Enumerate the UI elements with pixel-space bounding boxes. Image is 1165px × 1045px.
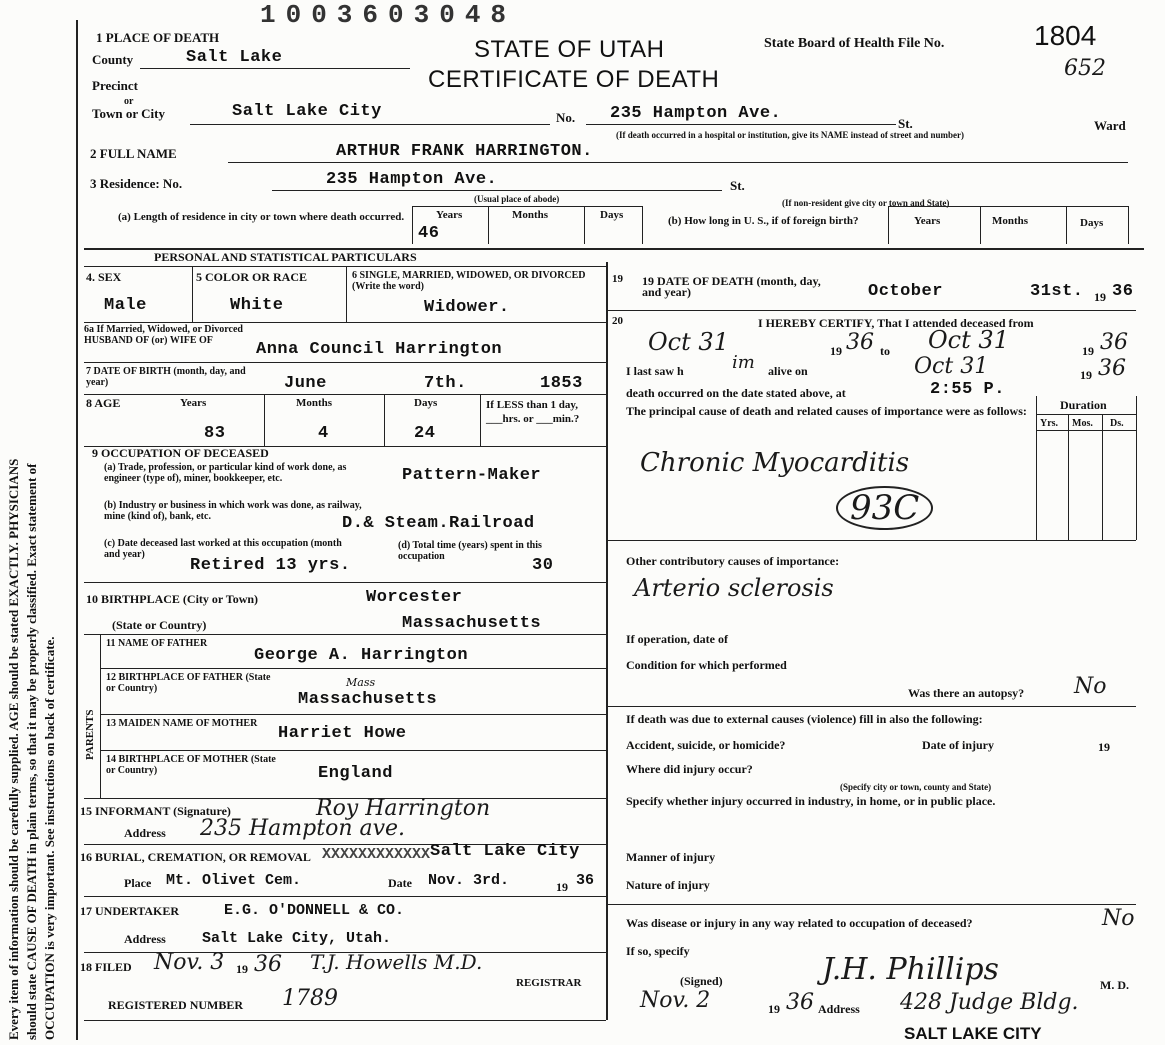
father-label: 11 NAME OF FATHER (106, 638, 208, 649)
side-instructions-1: Every item of information should be carefully supplied. AGE should be stated EXACTLY. PHYSICIANS (6, 458, 21, 1040)
attended-to-date: Oct 31 (928, 326, 1009, 354)
signed-label: (Signed) (680, 974, 723, 988)
injury-year-prefix: 19 (1098, 740, 1110, 754)
color-value: White (230, 296, 284, 315)
age-months-label: Months (296, 397, 333, 409)
autopsy-label: Was there an autopsy? (908, 686, 1025, 700)
occupation-d-label: (d) Total time (years) spent in this occupation (398, 540, 542, 562)
color-label: 5 COLOR OR RACE (196, 270, 308, 284)
occupation-b-value: D.& Steam.Railroad (342, 514, 535, 533)
father-value: George A. Harrington (254, 646, 469, 665)
cause-code: 93C (836, 486, 933, 530)
burial-city: Salt Lake City (430, 842, 580, 861)
dob-month: June (284, 374, 327, 393)
parents-side-label: PARENTS (84, 709, 96, 760)
certify-num: 20 (612, 315, 623, 327)
usual-abode-note: (Usual place of abode) (474, 194, 560, 204)
burial-year: 36 (576, 872, 595, 889)
street-address: 235 Hampton Ave. (610, 104, 782, 123)
title-state: STATE OF UTAH (474, 36, 665, 63)
file-serial: 1003603048 (260, 0, 517, 30)
ward-label: Ward (1094, 118, 1126, 133)
town-value: Salt Lake City (232, 102, 382, 121)
board-file-number: 1804 (1034, 20, 1097, 51)
occupation-related-label: Was disease or injury in any way related to occupation of deceased? (626, 916, 973, 930)
left-border (76, 20, 78, 1040)
or-label: or (124, 96, 134, 107)
filed-label: 18 FILED (80, 960, 132, 974)
burial-place: Mt. Olivet Cem. (166, 872, 302, 889)
nature-injury-label: Nature of injury (626, 878, 710, 892)
certify-text: I HEREBY CERTIFY, That I attended deceased from (758, 316, 1034, 330)
nonresident-note: (If non-resident give city or town and State) (782, 198, 950, 208)
filed-date: Nov. 3 (154, 950, 225, 975)
board-file-label: State Board of Health File No. (764, 36, 945, 51)
occupation-related-value: No (1102, 906, 1135, 931)
principal-cause: Chronic Myocarditis (640, 448, 910, 478)
burial-struck: XXXXXXXXXXXX (322, 846, 431, 863)
physician-signature: J.H. Phillips (822, 952, 999, 987)
physician-address-label: Address (818, 1002, 860, 1016)
occupation-b-label: (b) Industry or business in which work was done, as railway, mine (kind of), bank, etc. (104, 500, 362, 522)
precinct-label: Precinct (92, 78, 138, 93)
place-of-death-label: 1 PLACE OF DEATH (96, 30, 220, 45)
duration-mos: Mos. (1072, 418, 1093, 429)
sex-value: Male (104, 296, 147, 315)
county-label: County (92, 52, 134, 67)
mother-birthplace-label: 14 BIRTHPLACE OF MOTHER (State or Country) (106, 754, 276, 776)
residence-value: 235 Hampton Ave. (326, 170, 498, 189)
if-so-label: If so, specify (626, 944, 690, 958)
length-residence-label: (a) Length of residence in city or town where death occurred. (118, 211, 405, 223)
age-days-label: Days (414, 397, 438, 409)
md-label: M. D. (1100, 978, 1129, 992)
death-occurred-label: death occurred on the date stated above, at (626, 386, 846, 400)
specify-injury-label: Specify whether injury occurred in industry, in home, or in public place. (626, 794, 996, 808)
res-years-label: Years (436, 209, 463, 221)
last-saw-value: im (732, 352, 755, 373)
res-months-label: Months (512, 209, 549, 221)
age-days-value: 24 (414, 424, 436, 443)
us-months-label: Months (992, 215, 1029, 227)
age-months-value: 4 (318, 424, 329, 443)
undertaker-address: Salt Lake City, Utah. (202, 930, 392, 947)
us-days-label: Days (1080, 217, 1104, 229)
birthplace-state-label: (State or Country) (112, 618, 207, 632)
undertaker-address-label: Address (124, 932, 166, 946)
occupation-label: 9 OCCUPATION OF DECEASED (92, 446, 269, 460)
residence-st-label: St. (730, 178, 745, 193)
less-than-day-label: If LESS than 1 day, ___hrs. or ___min.? (486, 399, 580, 425)
personal-header: PERSONAL AND STATISTICAL PARTICULARS (154, 250, 417, 264)
where-injury-label: Where did injury occur? (626, 762, 753, 776)
st-label: St. (898, 116, 913, 131)
death-day: 31st. (1030, 282, 1084, 301)
duration-yrs: Yrs. (1040, 418, 1059, 429)
marital-value: Widower. (424, 298, 510, 317)
condition-label: Condition for which performed (626, 658, 787, 672)
age-label: 8 AGE (86, 396, 121, 410)
registered-number-label: REGISTERED NUMBER (108, 998, 244, 1012)
registered-number: 1789 (282, 986, 338, 1011)
side-instructions-3: OCCUPATION is very important. See instructions on back of certificate. (42, 636, 57, 1040)
birthplace-label: 10 BIRTHPLACE (City or Town) (86, 592, 259, 606)
from-year-prefix: 19 (830, 344, 842, 358)
father-birthplace-value: Massachusetts (298, 690, 438, 709)
title-certificate: CERTIFICATE OF DEATH (428, 66, 720, 93)
external-causes-label: If death was due to external causes (violence) fill in also the following: (626, 712, 983, 726)
age-years-value: 83 (204, 424, 226, 443)
mother-label: 13 MAIDEN NAME OF MOTHER (106, 718, 258, 729)
duration-label: Duration (1060, 398, 1107, 412)
registrar-label: REGISTRAR (516, 977, 582, 989)
alive-date: Oct 31 (914, 354, 989, 379)
death-month: October (868, 282, 943, 301)
marital-label: 6 SINGLE, MARRIED, WIDOWED, OR DIVORCED (Write the word) (352, 270, 586, 292)
duration-ds: Ds. (1110, 418, 1124, 429)
informant-signature: Roy Harrington (316, 796, 491, 821)
death-date-num: 19 (612, 273, 623, 285)
sign-year: 36 (786, 990, 814, 1015)
undertaker-name: E.G. O'DONNELL & CO. (224, 902, 405, 919)
death-date-label: 19 DATE OF DEATH (month, day, and year) (642, 274, 821, 299)
occupation-a-value: Pattern-Maker (402, 466, 542, 485)
father-birthplace-hand: Mass (346, 676, 376, 689)
mother-birthplace-value: England (318, 764, 393, 783)
operation-label: If operation, date of (626, 632, 728, 646)
city-stamp: SALT LAKE CITY (904, 1024, 1042, 1043)
occupation-a-label: (a) Trade, profession, or particular kind of work done, as engineer (type of), miner, bookkeeper, etc. (104, 462, 347, 484)
death-year-prefix: 19 (1094, 290, 1106, 304)
to-label: to (880, 344, 890, 358)
death-time: 2:55 P. (930, 380, 1005, 399)
informant-address: 235 Hampton ave. (200, 816, 406, 841)
informant-address-label: Address (124, 826, 166, 840)
attended-from-date: Oct 31 (648, 328, 729, 356)
center-divider (606, 262, 608, 1020)
dob-year: 1853 (540, 374, 583, 393)
contributory-cause: Arterio sclerosis (634, 574, 834, 602)
spouse-value: Anna Council Harrington (256, 340, 503, 359)
filed-year: 36 (254, 952, 282, 977)
sign-year-prefix: 19 (768, 1002, 780, 1016)
mother-value: Harriet Howe (278, 724, 407, 743)
occupation-c-label: (c) Date deceased last worked at this occupation (month and year) (104, 538, 342, 560)
dob-label: 7 DATE OF BIRTH (month, day, and year) (86, 366, 246, 388)
side-instructions-2: should state CAUSE OF DEATH in plain terms, so that it may be properly classified. Exact statement of (24, 463, 39, 1040)
sex-label: 4. SEX (86, 270, 122, 284)
accident-label: Accident, suicide, or homicide? (626, 738, 786, 752)
sign-date: Nov. 2 (640, 988, 711, 1013)
informant-label: 15 INFORMANT (Signature) (80, 804, 231, 818)
attended-to-year: 36 (1100, 330, 1128, 355)
birthplace-state: Massachusetts (402, 614, 542, 633)
hospital-note: (If death occurred in a hospital or institution, give its NAME instead of street and number) (616, 130, 965, 140)
birthplace-city: Worcester (366, 588, 463, 607)
where-injury-note: (Specify city or town, county and State) (840, 782, 992, 792)
county-value: Salt Lake (186, 48, 283, 67)
alive-year: 36 (1098, 356, 1126, 381)
occupation-d-value: 30 (532, 556, 554, 575)
occupation-c-value: Retired 13 yrs. (190, 556, 351, 575)
dob-day: 7th. (424, 374, 467, 393)
contributory-label: Other contributory causes of importance: (626, 554, 840, 568)
autopsy-value: No (1074, 674, 1107, 699)
attended-from-year: 36 (846, 330, 874, 355)
board-hand-number: 652 (1064, 56, 1106, 81)
spouse-label: 6a If Married, Widowed, or Divorced HUSBAND OF (or) WIFE OF (84, 324, 243, 346)
burial-year-prefix: 19 (556, 880, 568, 894)
us-residence-label: (b) How long in U. S., if of foreign birth? (668, 215, 859, 227)
injury-date-label: Date of injury (922, 738, 994, 752)
cause-label: The principal cause of death and related causes of importance were as follows: (626, 404, 1027, 418)
filed-year-prefix: 19 (236, 962, 248, 976)
undertaker-label: 17 UNDERTAKER (80, 904, 180, 918)
full-name-value: ARTHUR FRANK HARRINGTON. (336, 142, 593, 161)
residence-label: 3 Residence: No. (90, 176, 183, 191)
burial-date: Nov. 3rd. (428, 872, 510, 889)
physician-address: 428 Judge Bldg. (900, 990, 1079, 1015)
death-year: 36 (1112, 282, 1134, 301)
registrar-signature: T.J. Howells M.D. (310, 950, 483, 974)
town-label: Town or City (92, 106, 165, 121)
age-years-label: Years (180, 397, 207, 409)
res-days-label: Days (600, 209, 624, 221)
us-years-label: Years (914, 215, 941, 227)
manner-injury-label: Manner of injury (626, 850, 716, 864)
alive-label: alive on (768, 364, 808, 378)
street-no-label: No. (556, 110, 576, 125)
burial-date-label: Date (388, 876, 412, 890)
full-name-label: 2 FULL NAME (90, 146, 177, 161)
res-years-value: 46 (418, 224, 440, 243)
alive-year-prefix: 19 (1080, 368, 1092, 382)
last-saw-label: I last saw h (626, 364, 684, 378)
burial-place-label: Place (124, 876, 152, 890)
father-birthplace-label: 12 BIRTHPLACE OF FATHER (State or Country) (106, 672, 271, 694)
burial-label: 16 BURIAL, CREMATION, OR REMOVAL (80, 850, 311, 864)
to-year-prefix: 19 (1082, 344, 1094, 358)
